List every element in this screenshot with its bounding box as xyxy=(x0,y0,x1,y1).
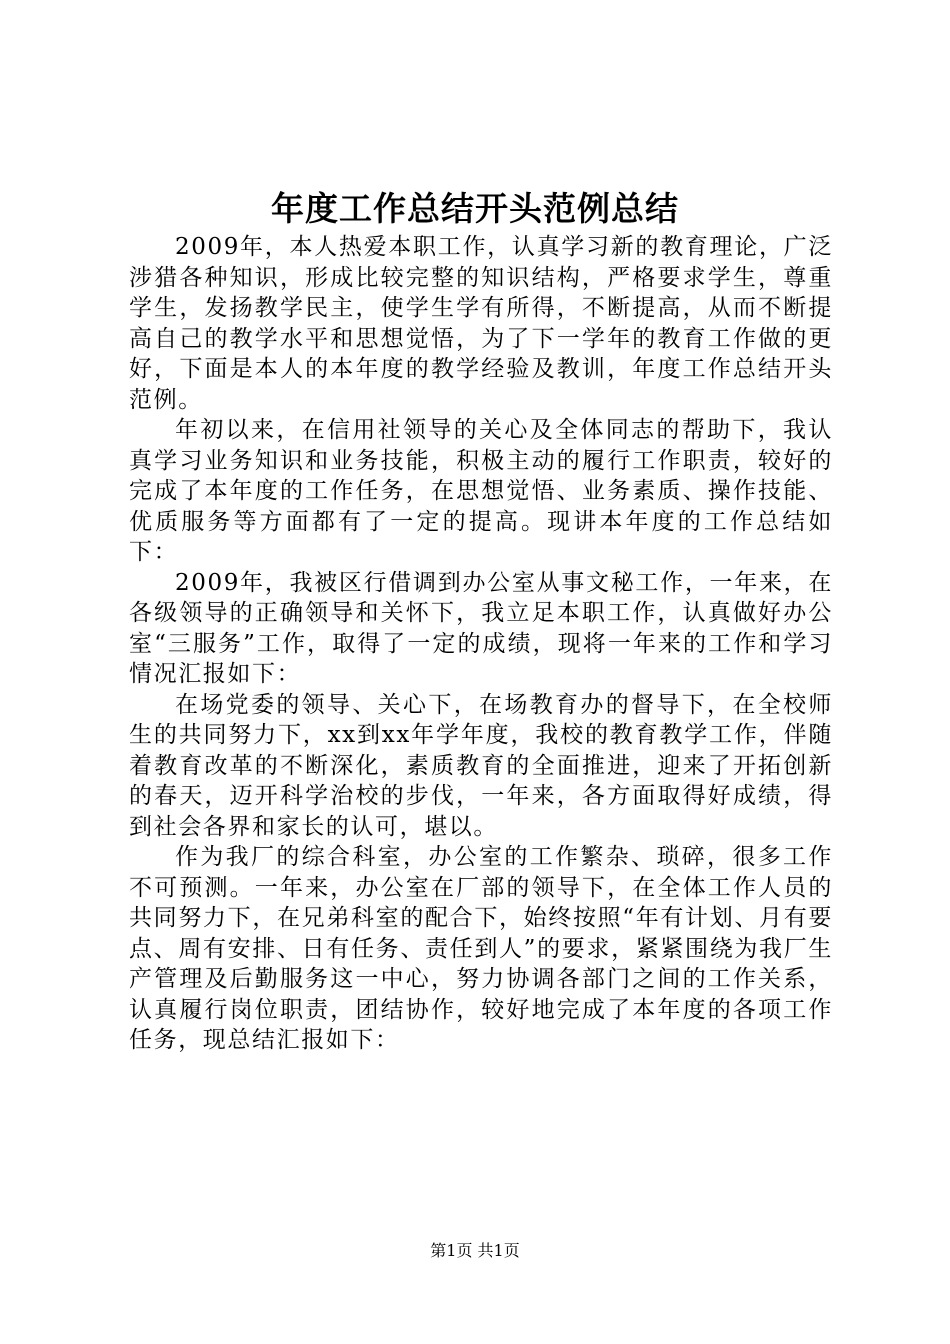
document-body xyxy=(129,232,833,1056)
paragraph-2: 年初以来，在信用社领导的关心及全体同志的帮助下，我认真学习业务知识和业务技能，积极主动的履行工作职责，较好的完成了本年度的工作任务，在思想觉悟、业务素质、操作技能、优质服务等方面都有了一定的提高。现讲本年度的工作总结如下： xyxy=(129,417,833,565)
paragraph-1: 2009年，本人热爱本职工作，认真学习新的教育理论，广泛涉猎各种知识，形成比较完整的知识结构，严格要求学生，尊重学生，发扬教学民主，使学生学有所得，不断提高，从而不断提高自己的教学水平和思想觉悟，为了下一学年的教育工作做的更好，下面是本人的本年度的教学经验及教训，年度工作总结开头范例。 xyxy=(129,234,833,413)
paragraph-5: 作为我厂的综合科室，办公室的工作繁杂、琐碎，很多工作不可预测。一年来，办公室在厂部的领导下，在全体工作人员的共同努力下，在兄弟科室的配合下，始终按照“年有计划、月有要点、周有安排、日有任务、责任到人”的要求，紧紧围绕为我厂生产管理及后勤服务这一中心，努力协调各部门之间的工作关系，认真履行岗位职责，团结协作，较好地完成了本年度的各项工作任务，现总结汇报如下： xyxy=(129,844,833,1053)
paragraph-4: 在场党委的领导、关心下，在场教育办的督导下，在全校师生的共同努力下，xx到xx年学年度，我校的教育教学工作，伴随着教育改革的不断深化，素质教育的全面推进，迎来了开拓创新的春天，迈开科学治校的步伐，一年来，各方面取得好成绩，得到社会各界和家长的认可，堪以。 xyxy=(129,691,833,840)
document-title: 年度工作总结开头范例总结 xyxy=(271,189,679,228)
page-footer: 第1页 共1页 xyxy=(430,1241,520,1260)
paragraph-3: 2009年，我被区行借调到办公室从事文秘工作，一年来，在各级领导的正确领导和关怀下，我立足本职工作，认真做好办公室“三服务”工作，取得了一定的成绩，现将一年来的工作和学习情况汇报如下： xyxy=(129,569,833,687)
